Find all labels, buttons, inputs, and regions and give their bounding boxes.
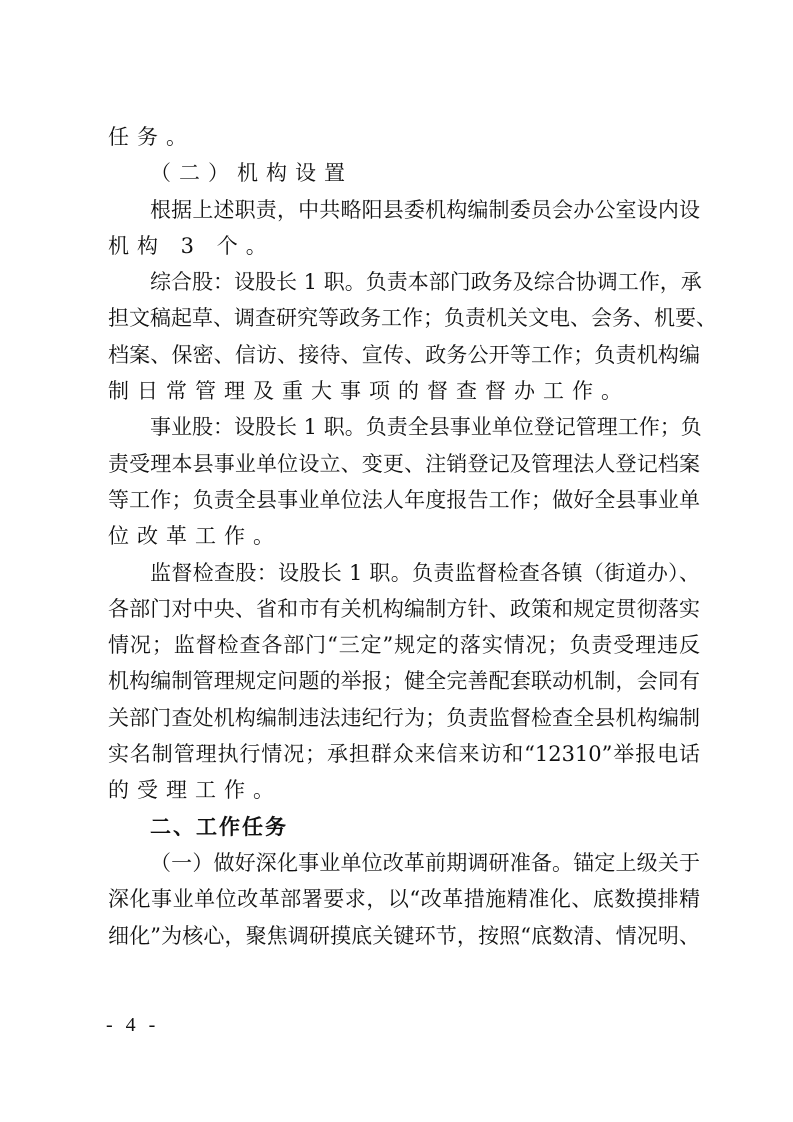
text-line: 深化事业单位改革部署要求，以“改革措施精准化、底数摸排精 bbox=[108, 887, 700, 912]
page-number: - 4 - bbox=[106, 1014, 160, 1036]
text-line: 制日常管理及重大事项的督查督办工作。 bbox=[108, 379, 630, 404]
text-line: 责受理本县事业单位设立、变更、注销登记及管理法人登记档案 bbox=[108, 451, 700, 476]
text-line: 等工作；负责全县事业单位法人年度报告工作；做好全县事业单 bbox=[108, 487, 700, 512]
text-line: 担文稿起草、调查研究等政务工作；负责机关文电、会务、机要、 bbox=[108, 306, 717, 331]
text-line: 的受理工作。 bbox=[108, 778, 282, 803]
text-line: 监督检查股：设股长 1 职。负责监督检查各镇（街道办）、 bbox=[150, 560, 700, 585]
text-line: 综合股：设股长 1 职。负责本部门政务及综合协调工作，承 bbox=[150, 270, 702, 295]
text-line: 位改革工作。 bbox=[108, 524, 282, 549]
text-line: 根据上述职责，中共略阳县委机构编制委员会办公室设内设 bbox=[150, 197, 700, 222]
text-line: 各部门对中央、省和市有关机构编制方针、政策和规定贯彻落实 bbox=[108, 596, 700, 621]
text-line: 关部门查处机构编制违法违纪行为；负责监督检查全县机构编制 bbox=[108, 705, 700, 730]
text-line: 实名制管理执行情况；承担群众来信来访和“12310”举报电话 bbox=[108, 742, 700, 767]
text-line: 任务。 bbox=[108, 125, 195, 149]
section-heading: 二、工作任务 bbox=[150, 814, 288, 839]
text-line: 事业股：设股长 1 职。负责全县事业单位登记管理工作；负 bbox=[150, 415, 702, 440]
text-line: 情况；监督检查各部门“三定”规定的落实情况；负责受理违反 bbox=[108, 633, 700, 658]
text-line: 机构编制管理规定问题的举报；健全完善配套联动机制，会同有 bbox=[108, 669, 700, 694]
text-line: 细化”为核心，聚焦调研摸底关键环节，按照“底数清、情况明、 bbox=[108, 923, 700, 948]
text-line: 档案、保密、信访、接待、宣传、政务公开等工作；负责机构编 bbox=[108, 342, 700, 367]
text-line: （一）做好深化事业单位改革前期调研准备。锚定上级关于 bbox=[150, 850, 700, 875]
text-line: （二）机构设置 bbox=[150, 161, 353, 186]
text-line: 机构 3 个。 bbox=[108, 233, 275, 258]
document-body bbox=[108, 119, 717, 954]
